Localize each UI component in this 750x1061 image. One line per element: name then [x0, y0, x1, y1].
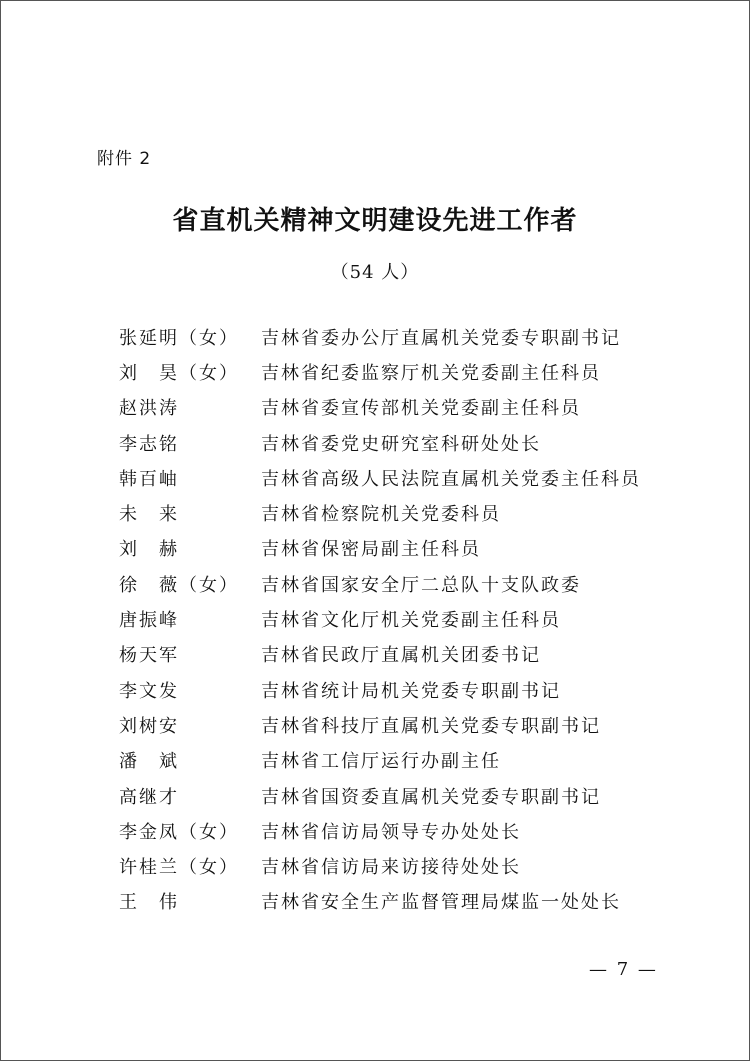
list-item: [119, 884, 641, 919]
person-name: 唐振峰: [119, 610, 179, 632]
person-position: 吉林省委宣传部机关党委副主任科员: [261, 398, 581, 420]
person-name: 王 伟: [119, 892, 179, 914]
page-number: — 7 —: [589, 959, 658, 980]
person-position: 吉林省民政厅直属机关团委书记: [261, 645, 541, 667]
list-item: [119, 743, 641, 778]
list-item: [119, 566, 641, 601]
person-name: 李志铭: [119, 433, 179, 455]
person-name: 许桂兰（女）: [119, 857, 239, 879]
person-position: 吉林省高级人民法院直属机关党委主任科员: [261, 468, 641, 490]
person-position: 吉林省信访局来访接待处处长: [261, 857, 521, 879]
honoree-list: [119, 319, 641, 919]
person-position: 吉林省统计局机关党委专职副书记: [261, 680, 561, 702]
person-name: 韩百岫: [119, 468, 179, 490]
person-name: 杨天军: [119, 645, 179, 667]
person-name: 刘 赫: [119, 539, 179, 561]
person-name: 潘 斌: [119, 751, 179, 773]
list-item: [119, 848, 641, 883]
person-name: 李文发: [119, 680, 179, 702]
list-item: [119, 319, 641, 354]
person-name: 张延明（女）: [119, 327, 239, 349]
attachment-label: 附件 2: [97, 149, 152, 169]
person-position: 吉林省文化厅机关党委副主任科员: [261, 610, 561, 632]
person-position: 吉林省科技厅直属机关党委专职副书记: [261, 715, 601, 737]
list-item: [119, 637, 641, 672]
list-item: [119, 672, 641, 707]
person-name: 未 来: [119, 504, 179, 526]
person-name: 赵洪涛: [119, 398, 179, 420]
person-position: 吉林省检察院机关党委科员: [261, 504, 501, 526]
person-position: 吉林省安全生产监督管理局煤监一处处长: [261, 892, 621, 914]
person-position: 吉林省工信厅运行办副主任: [261, 751, 501, 773]
list-item: [119, 495, 641, 530]
list-item: [119, 390, 641, 425]
person-position: 吉林省国家安全厅二总队十支队政委: [261, 574, 581, 596]
list-item: [119, 460, 641, 495]
list-item: [119, 813, 641, 848]
person-name: 高继才: [119, 786, 179, 808]
person-position: 吉林省委党史研究室科研处处长: [261, 433, 541, 455]
list-item: [119, 425, 641, 460]
person-position: 吉林省保密局副主任科员: [261, 539, 481, 561]
list-item: [119, 354, 641, 389]
person-name: 刘 昊（女）: [119, 362, 239, 384]
person-position: 吉林省信访局领导专办处处长: [261, 821, 521, 843]
person-name: 刘树安: [119, 715, 179, 737]
person-position: 吉林省国资委直属机关党委专职副书记: [261, 786, 601, 808]
people-count: （54 人）: [330, 262, 420, 283]
list-item: [119, 778, 641, 813]
person-position: 吉林省纪委监察厅机关党委副主任科员: [261, 362, 601, 384]
person-name: 徐 薇（女）: [119, 574, 239, 596]
list-item: [119, 601, 641, 636]
list-item: [119, 707, 641, 742]
person-name: 李金凤（女）: [119, 821, 239, 843]
person-position: 吉林省委办公厅直属机关党委专职副书记: [261, 327, 621, 349]
document-title: 省直机关精神文明建设先进工作者: [172, 206, 578, 236]
list-item: [119, 531, 641, 566]
